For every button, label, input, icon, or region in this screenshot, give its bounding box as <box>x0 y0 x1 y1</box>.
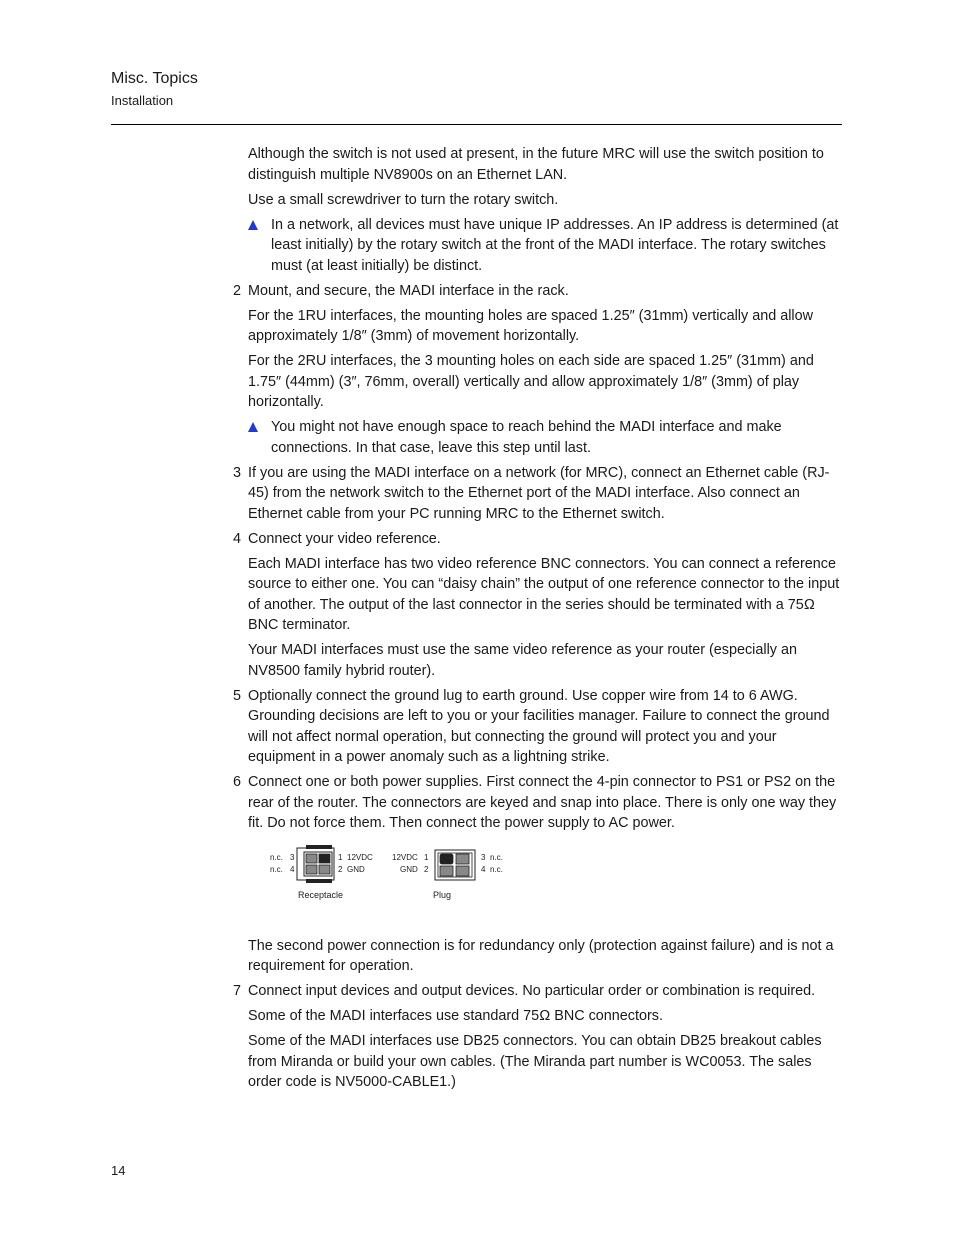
header-section-title: Misc. Topics <box>111 70 198 87</box>
warning-note-1 <box>248 215 844 277</box>
receptacle-pin4-label: n.c. <box>270 864 283 874</box>
step-2 <box>233 281 844 302</box>
receptacle-caption: Receptacle <box>298 889 344 900</box>
page-number: 14 <box>111 1163 126 1178</box>
plug-pin2-label: GND <box>400 864 418 874</box>
plug-pin4-label: n.c. <box>490 864 503 874</box>
plug-pin1-label: 12VDC <box>392 852 418 862</box>
receptacle-pin2-label: GND <box>347 864 365 874</box>
step-text-5: Optionally connect the ground lug to earth ground. Use copper wire from 14 to 6 AWG. Grounding decisions are left to you or your facilities manager. Failure to connect the ground will not affect normal operation, but connecting the ground will protect you and your equipment in a power anomaly such as a lightning strike. <box>248 687 830 765</box>
receptacle-connector-icon <box>296 844 336 884</box>
step-2-paragraph-2: For the 2RU interfaces, the 3 mounting holes on each side are spaced 1.25″ (31mm) and 1.75″ (44mm) (3″, 76mm, overall) vertically and allow approximately 1/8″ (3mm) of play horizontally. <box>248 353 814 410</box>
receptacle-pin1-label: 12VDC <box>347 852 373 862</box>
step-number-6: 6 <box>233 774 242 790</box>
step-text-4: Connect your video reference. <box>248 530 441 547</box>
step-7-paragraph-2: Some of the MADI interfaces use DB25 connectors. You can obtain DB25 breakout cables from Miranda or build your own cables. (The Miranda part number is WC0053. The sales order code is NV5000-CABLE1.) <box>248 1033 822 1090</box>
receptacle-pin1-number: 1 <box>338 852 343 862</box>
warning-text-2: You might not have enough space to reach behind the MADI interface and make connections. In that case, leave this step until last. <box>271 419 782 456</box>
power-connector-figure <box>248 848 844 918</box>
step-number-5: 5 <box>233 687 242 704</box>
warning-triangle-icon <box>248 422 258 432</box>
warning-note-2 <box>248 417 844 458</box>
step-6 <box>233 772 844 834</box>
warning-text-1: In a network, all devices must have unique IP addresses. An IP address is determined (at least initially) by the rotary switch at the front of the MADI interface. The rotary switches must (at least initially) be distinct. <box>271 216 839 274</box>
warning-triangle-icon <box>248 220 258 230</box>
step-text-3: If you are using the MADI interface on a network (for MRC), connect an Ethernet cable (RJ-45) from the network switch to the Ethernet port of the MADI interface. Also connect an Ethernet cable from your PC running MRC to the Ethernet switch. <box>248 464 830 522</box>
step-5 <box>233 686 844 768</box>
header-subsection-title: Installation <box>111 93 174 108</box>
step-7-paragraph-1: Some of the MADI interfaces use standard 75Ω BNC connectors. <box>248 1008 663 1024</box>
step-text-7: Connect input devices and output devices. No particular order or combination is required. <box>248 983 816 999</box>
step-number-4: 4 <box>233 530 242 547</box>
plug-pin1-number: 1 <box>424 852 429 862</box>
receptacle-pin4-number: 4 <box>290 864 295 874</box>
step-text-6: Connect one or both power supplies. First connect the 4-pin connector to PS1 or PS2 on the rear of the router. The connectors are keyed and snap into place. There is only one way they fit. Do not force them. Then connect the power supply to AC power. <box>248 774 837 831</box>
intro-paragraph-2: Use a small screwdriver to turn the rotary switch. <box>248 191 559 208</box>
step-2-paragraph-1: For the 1RU interfaces, the mounting holes are spaced 1.25″ (31mm) vertically and allow approximately 1/8″ (3mm) of movement horizontally. <box>248 307 814 344</box>
plug-pin2-number: 2 <box>424 864 429 874</box>
step-4-paragraph-1: Each MADI interface has two video reference BNC connectors. You can connect a reference source to either one. You can “daisy chain” the output of one reference connector to the input of another. The output of the last connector in the series should be terminated with a 75Ω BNC terminator. <box>248 555 840 633</box>
step-4 <box>233 529 844 550</box>
plug-caption: Plug <box>433 889 452 900</box>
plug-pin4-number: 4 <box>481 864 486 874</box>
plug-pin3-label: n.c. <box>490 852 503 862</box>
step-4-paragraph-2: Your MADI interfaces must use the same video reference as your router (especially an NV8500 family hybrid router). <box>248 642 797 679</box>
step-6-paragraph-1: The second power connection is for redundancy only (protection against failure) and is not a requirement for operation. <box>248 937 834 974</box>
header-divider <box>111 124 842 125</box>
step-7 <box>233 981 844 1002</box>
receptacle-pin3-label: n.c. <box>270 852 283 862</box>
step-3 <box>233 463 844 525</box>
plug-pin3-number: 3 <box>481 852 486 862</box>
page-body <box>233 144 844 1097</box>
step-text-2: Mount, and secure, the MADI interface in the rack. <box>248 282 569 299</box>
plug-connector-icon <box>434 849 476 881</box>
intro-paragraph-1: Although the switch is not used at present, in the future MRC will use the switch position to distinguish multiple NV8900s on an Ethernet LAN. <box>248 146 824 183</box>
receptacle-pin3-number: 3 <box>290 852 295 862</box>
receptacle-pin2-number: 2 <box>338 864 343 874</box>
step-number-2: 2 <box>233 282 242 299</box>
step-number-3: 3 <box>233 464 242 481</box>
step-number-7: 7 <box>233 983 242 999</box>
